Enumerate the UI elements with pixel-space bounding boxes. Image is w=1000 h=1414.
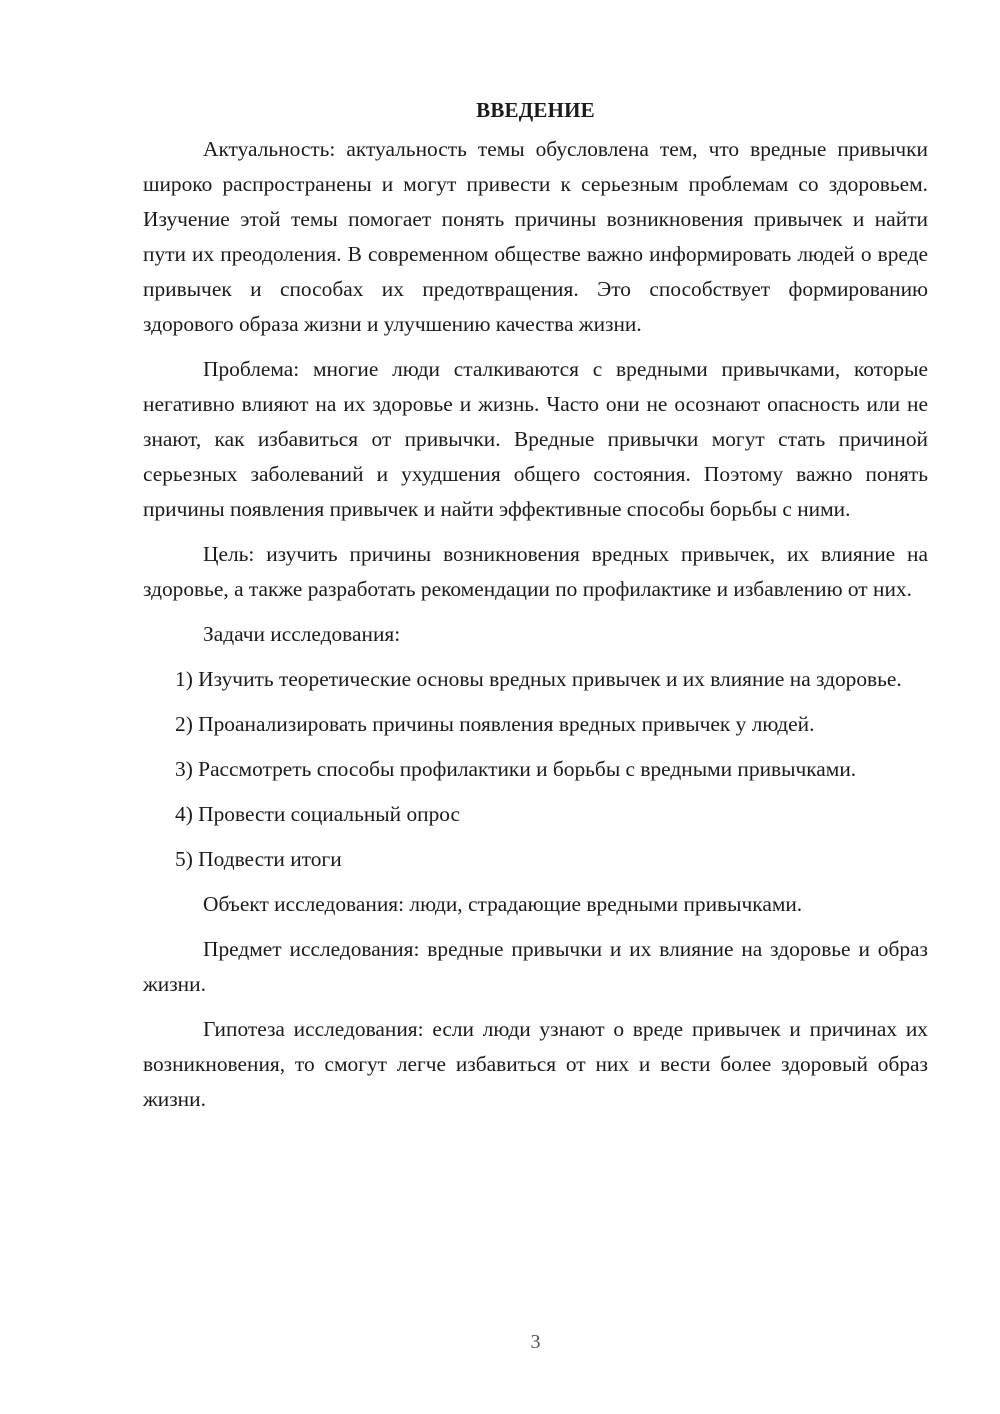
task-item-1: 1) Изучить теоретические основы вредных привычек и их влияние на здоровье. <box>175 667 902 691</box>
section-title: ВВЕДЕНИЕ <box>476 98 595 122</box>
object-paragraph: Объект исследования: люди, страдающие вредными привычками. <box>203 892 803 916</box>
page-number: 3 <box>530 1331 541 1353</box>
goal-paragraph: Цель: изучить причины возникновения вредных привычек, их влияние на здоровье, а также разработать рекомендации по профилактике и избавлению от них. <box>143 542 928 601</box>
task-item-3: 3) Рассмотреть способы профилактики и борьбы с вредными привычками. <box>175 757 857 781</box>
relevance-paragraph: Актуальность: актуальность темы обусловлена тем, что вредные привычки широко распространены и могут привести к серьезным проблемам со здоровьем. Изучение этой темы помогает понять причины возникновения привычек и найти пути их преодоления. В современном обществе важно информировать людей о вреде привычек и способах их предотвращения. Это способствует формированию здорового образа жизни и улучшению качества жизни. <box>143 137 928 336</box>
task-item-4: 4) Провести социальный опрос <box>175 802 461 826</box>
tasks-heading: Задачи исследования: <box>203 622 401 646</box>
document-page <box>143 94 928 1117</box>
task-item-2: 2) Проанализировать причины появления вредных привычек у людей. <box>175 712 815 736</box>
problem-paragraph: Проблема: многие люди сталкиваются с вредными привычками, которые негативно влияют на их здоровье и жизнь. Часто они не осознают опасность или не знают, как избавиться от привычки. Вредные привычки могут стать причиной серьезных заболеваний и ухудшения общего состояния. Поэтому важно понять причины появления привычек и найти эффективные способы борьбы с ними. <box>143 357 928 521</box>
subject-paragraph: Предмет исследования: вредные привычки и их влияние на здоровье и образ жизни. <box>143 937 928 996</box>
task-item-5: 5) Подвести итоги <box>175 847 342 871</box>
hypothesis-paragraph: Гипотеза исследования: если люди узнают о вреде привычек и причинах их возникновения, то смогут легче избавиться от них и вести более здоровый образ жизни. <box>143 1017 928 1111</box>
